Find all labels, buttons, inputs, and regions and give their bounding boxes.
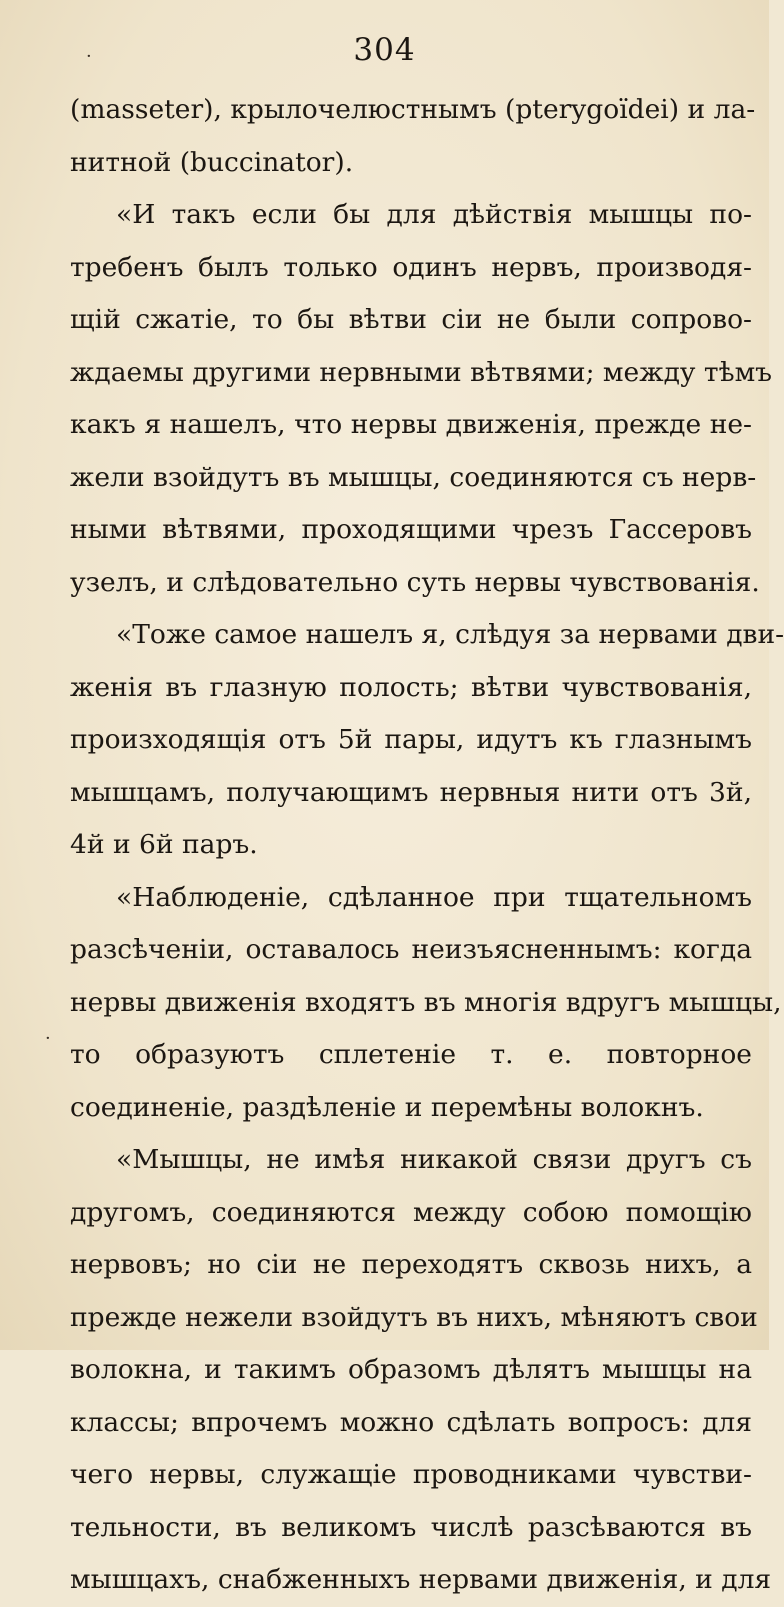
text-line: прежде нежели взойдутъ въ нихъ, мѣняютъ свои: [70, 1301, 758, 1333]
text-line: тельности, въ великомъ числѣ разсѣваются въ: [70, 1511, 752, 1543]
text-line: жели взойдутъ въ мышцы, соединяются съ нерв-: [70, 461, 757, 493]
text-line: ными вѣтвями, проходящими чрезъ Гассеровъ: [70, 514, 752, 545]
text-line: мышцахъ, снабженныхъ нервами движенія, и для: [70, 1564, 772, 1595]
text-line: разсѣченіи, оставалось неизъясненнымъ: когда: [70, 934, 752, 965]
text-line: «Наблюденіе, сдѣланное при тщательномъ: [116, 881, 752, 913]
text-line: классы; впрочемъ можно сдѣлать вопросъ: для: [70, 1406, 752, 1438]
text-line: нитной (buccinator).: [70, 146, 354, 178]
text-line: 4й и 6й паръ.: [70, 829, 258, 860]
text-line: какъ я нашелъ, что нервы движенія, прежде не-: [70, 409, 752, 440]
text-line: произходящія отъ 5й пары, идутъ къ глазнымъ: [70, 724, 752, 755]
text-line: «Тоже самое нашелъ я, слѣдуя за нервами дви-: [116, 619, 784, 650]
text-line: другомъ, соединяются между собою помощію: [70, 1196, 752, 1228]
text-line: щій сжатіе, то бы вѣтви сіи не были сопрово-: [70, 304, 752, 335]
margin-mark-dot: ·: [45, 1028, 51, 1049]
text-line: (masseter), крылочелюстнымъ (pterygoïdei) и ла-: [70, 94, 756, 125]
page-number: 304: [353, 32, 416, 68]
text-line: нервовъ; но сіи не переходятъ сквозь нихъ, а: [70, 1249, 752, 1280]
text-line: узелъ, и слѣдовательно суть нервы чувствованія.: [70, 566, 760, 598]
page-mark-dot: ·: [86, 46, 92, 67]
text-line: ждаемы другими нервными вѣтвями; между тѣмъ: [70, 356, 773, 388]
text-line: женія въ глазную полость; вѣтви чувствованія,: [70, 671, 752, 703]
text-line: требенъ былъ только одинъ нервъ, производя-: [70, 251, 752, 283]
text-line: нервы движенія входятъ въ многія вдругъ мышцы,: [70, 986, 782, 1018]
text-line: волокна, и такимъ образомъ дѣлятъ мышцы на: [70, 1354, 752, 1385]
text-line: «Мышцы, не имѣя никакой связи другъ съ: [116, 1144, 752, 1175]
text-line: соединеніе, раздѣленіе и перемѣны волокнъ.: [70, 1091, 704, 1123]
text-line: чего нервы, служащіе проводниками чувстви-: [70, 1459, 752, 1490]
body-text: [70, 84, 784, 1607]
text-line: «И такъ если бы для дѣйствія мышцы по-: [116, 199, 752, 230]
text-line: то образуютъ сплетеніе т. е. повторное: [70, 1039, 752, 1070]
text-line: мышцамъ, получающимъ нервныя нити отъ 3й,: [70, 776, 752, 808]
